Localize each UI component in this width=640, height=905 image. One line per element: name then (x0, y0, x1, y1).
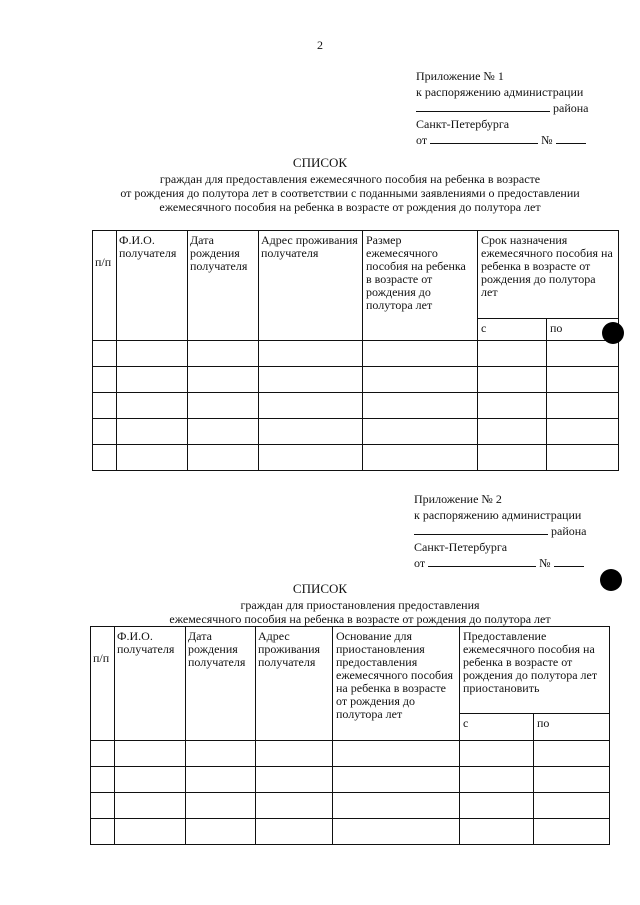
subtitle-line: граждан для приостановления предоставления (240, 598, 480, 612)
col-amount-header: Размер ежемесячного пособия на ребенка в возрасте от рождения до полутора лет (363, 231, 478, 341)
col-to-header: по (534, 714, 610, 741)
annex-line: к распоряжению администрации (416, 85, 584, 99)
subtitle-line: от рождения до полутора лет в соответствии с поданными заявлениями о предоставлении (120, 186, 580, 200)
district-suffix: района (553, 101, 589, 115)
district-blank (416, 100, 550, 112)
col-name-header: Ф.И.О. получателя (115, 627, 186, 741)
col-from-header: с (460, 714, 534, 741)
subtitle-line: ежемесячного пособия на ребенка в возрасте от рождения до полутора лет (159, 200, 541, 214)
list-1-subtitle (80, 172, 620, 214)
punch-hole-mark (602, 322, 624, 344)
number-label: № (541, 133, 553, 147)
table-row (93, 445, 619, 471)
annex-city: Санкт-Петербурга (414, 540, 508, 554)
col-num-header: п/п (91, 627, 115, 741)
annex-1-header (416, 68, 589, 148)
table-row (93, 393, 619, 419)
annex-city: Санкт-Петербурга (416, 117, 510, 131)
list-2-heading: СПИСОК (292, 581, 348, 596)
annex-date-line (416, 132, 589, 148)
subtitle-line: ежемесячного пособия на ребенка в возрасте от рождения до полутора лет (169, 612, 551, 626)
annex-title: Приложение № 1 (416, 69, 504, 83)
annex-title: Приложение № 2 (414, 492, 502, 506)
date-blank (428, 555, 536, 567)
annex-date-line (414, 555, 587, 571)
district-suffix: района (551, 524, 587, 538)
annex-line: к распоряжению администрации (414, 508, 582, 522)
table-row (93, 341, 619, 367)
col-birth-header: Дата рождения получателя (186, 627, 256, 741)
col-birth-header: Дата рождения получателя (188, 231, 259, 341)
table-row (93, 419, 619, 445)
list-2-table (90, 626, 610, 845)
page-number: 2 (317, 38, 323, 52)
col-to-header: по (547, 319, 619, 341)
district-blank (414, 523, 548, 535)
number-label: № (539, 556, 551, 570)
list-1-table (92, 230, 619, 471)
annex-district-line (414, 523, 587, 539)
col-name-header: Ф.И.О. получателя (117, 231, 188, 341)
col-address-header: Адрес проживания получателя (259, 231, 363, 341)
col-suspend-header: Предоставление ежемесячного пособия на ребенка в возрасте от рождения до полутора лет приостановить (460, 627, 610, 714)
from-label: от (414, 556, 426, 570)
annex-2-header (414, 491, 587, 571)
table-row (91, 793, 610, 819)
col-from-header: с (478, 319, 547, 341)
col-address-header: Адрес проживания получателя (256, 627, 333, 741)
number-blank (554, 555, 584, 567)
table-row (91, 819, 610, 845)
subtitle-line: граждан для предоставления ежемесячного пособия на ребенка в возрасте (159, 172, 541, 186)
list-2-subtitle (90, 598, 630, 626)
col-reason-header: Основание для приостановления предоставления ежемесячного пособия на ребенка в возрасте от рождения до полутора лет (333, 627, 460, 741)
date-blank (430, 132, 538, 144)
table-row (91, 741, 610, 767)
list-1-heading: СПИСОК (292, 155, 348, 170)
number-blank (556, 132, 586, 144)
annex-district-line (416, 100, 589, 116)
col-num-header: п/п (93, 231, 117, 341)
table-row (93, 367, 619, 393)
table-row (91, 767, 610, 793)
col-term-header: Срок назначения ежемесячного пособия на ребенка в возрасте от рождения до полутора лет (478, 231, 619, 319)
from-label: от (416, 133, 428, 147)
